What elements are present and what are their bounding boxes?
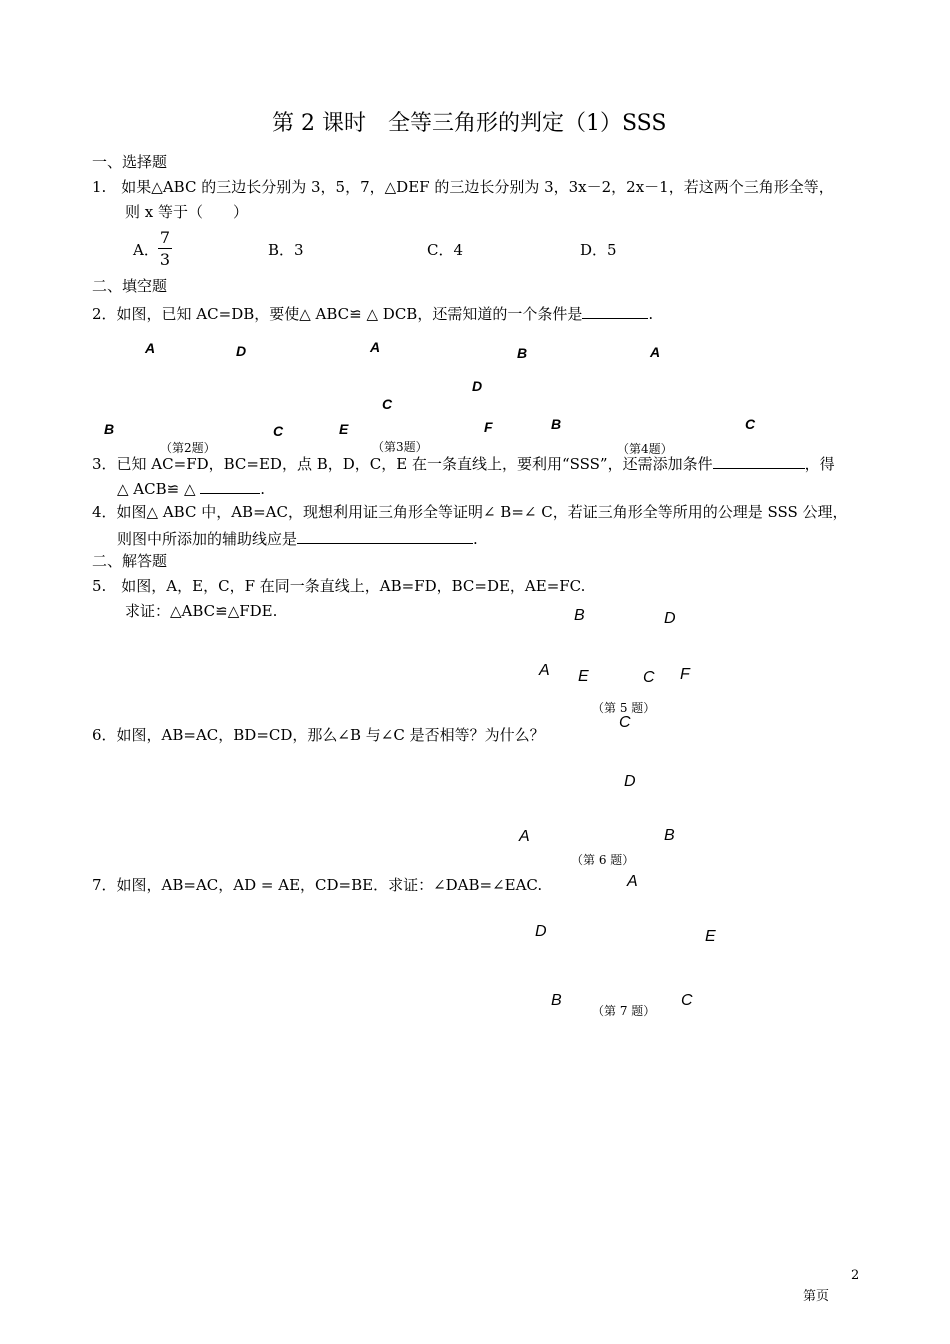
fig7-label-b: B xyxy=(551,992,562,1009)
fig5-label-d: D xyxy=(664,610,676,627)
question-1-line-2: 则 x 等于（ ） xyxy=(125,203,248,221)
question-3-line-1-end: ，得 xyxy=(804,455,835,473)
fig5-caption: （第 5 题） xyxy=(592,701,656,715)
fig5-label-e: E xyxy=(578,668,589,685)
fig7-label-c: C xyxy=(681,992,693,1009)
question-3-line-1 xyxy=(92,452,835,474)
question-7: 7．如图，AB=AC，AD = AE，CD=BE．求证：∠DAB=∠EAC. xyxy=(92,876,543,894)
section-fill-heading: 二、填空题 xyxy=(92,277,168,295)
fig7-caption: （第 7 题） xyxy=(592,1004,656,1018)
option-c: C．4 xyxy=(427,241,464,259)
question-3-line-2 xyxy=(117,477,265,499)
answer-blank-3a xyxy=(713,452,805,469)
question-5-line-1: 5. 如图，A，E，C，F 在同一条直线上，AB=FD，BC=DE，AE=FC. xyxy=(92,577,586,595)
question-2-end: . xyxy=(648,305,654,323)
section-answer-heading: 二、解答题 xyxy=(92,552,168,570)
fig4-caption: （第4题） xyxy=(617,442,673,456)
question-5-line-2: 求证：△ABC≌△FDE. xyxy=(125,602,278,620)
fig3-caption: （第3题） xyxy=(372,440,428,454)
fig6-label-b: B xyxy=(664,827,675,844)
question-4-line-1: 4．如图△ ABC 中，AB=AC，现想利用证三角形全等证明∠ B=∠ C，若证三角形全等所用的公理是 SSS 公理， xyxy=(92,503,848,521)
question-1-line-1: 1. 如果△ABC 的三边长分别为 3，5，7，△DEF 的三边长分别为 3，3x－2，2x－1，若这两个三角形全等， xyxy=(92,178,834,196)
fig5-label-a: A xyxy=(539,662,550,679)
answer-blank-4 xyxy=(297,527,473,544)
question-6: 6．如图，AB=AC，BD=CD，那么∠B 与∠C 是否相等？为什么？ xyxy=(92,726,545,744)
fig2-label-a: A xyxy=(145,340,156,356)
answer-blank-3b xyxy=(200,477,260,494)
option-a-fraction xyxy=(158,228,172,269)
fraction-denominator: 3 xyxy=(159,250,171,269)
fig2-label-d: D xyxy=(236,343,247,359)
fig2-label-c: C xyxy=(273,423,284,439)
fig4-label-a: A xyxy=(650,344,661,360)
fig7-label-d: D xyxy=(535,923,547,940)
fig7-label-e: E xyxy=(705,928,716,945)
section-choice-heading: 一、选择题 xyxy=(92,153,168,171)
fig5-label-c: C xyxy=(643,669,655,686)
option-b: B．3 xyxy=(268,241,304,259)
question-3-line-2-end: . xyxy=(260,480,266,498)
fig3-label-b: B xyxy=(517,345,528,361)
fig3-label-c: C xyxy=(382,396,393,412)
fig6-caption: （第 6 题） xyxy=(571,853,635,867)
page-number: 2 xyxy=(851,1268,860,1283)
page-title: 第 2 课时 全等三角形的判定（1）SSS xyxy=(272,111,667,136)
fig3-label-e: E xyxy=(339,421,349,437)
fig3-label-d: D xyxy=(472,378,483,394)
option-d: D．5 xyxy=(580,241,617,259)
answer-blank-2 xyxy=(582,302,648,319)
fig2-caption: （第2题） xyxy=(160,441,216,455)
fig7-label-a: A xyxy=(627,873,638,890)
fig5-label-f: F xyxy=(680,666,690,683)
question-2-text: 2．如图，已知 AC=DB，要使△ ABC≌ △ DCB，还需知道的一个条件是 xyxy=(92,305,583,323)
fig5-label-b: B xyxy=(574,607,585,624)
question-2 xyxy=(92,302,653,324)
fig6-label-c: C xyxy=(619,714,631,731)
question-4-line-2 xyxy=(117,527,478,549)
fig3-label-f: F xyxy=(484,419,493,435)
fig6-label-a: A xyxy=(519,828,530,845)
question-4-line-2-text: 则图中所添加的辅助线应是 xyxy=(117,530,298,548)
fig3-label-a: A xyxy=(370,339,381,355)
option-a-label: A． xyxy=(133,241,159,259)
fig6-label-d: D xyxy=(624,773,636,790)
fig4-label-b: B xyxy=(551,416,562,432)
question-3-line-2-text: △ ACB≌ △ xyxy=(117,480,196,498)
fraction-numerator: 7 xyxy=(159,228,171,247)
fig4-label-c: C xyxy=(745,416,756,432)
question-4-line-2-end: . xyxy=(473,530,478,548)
question-3-text: 3．已知 AC=FD，BC=ED，点 B，D，C，E 在一条直线上，要利用“SSS”，还需添加条件 xyxy=(92,455,713,473)
page-label: 第页 xyxy=(803,1289,830,1304)
fig2-label-b: B xyxy=(104,421,115,437)
